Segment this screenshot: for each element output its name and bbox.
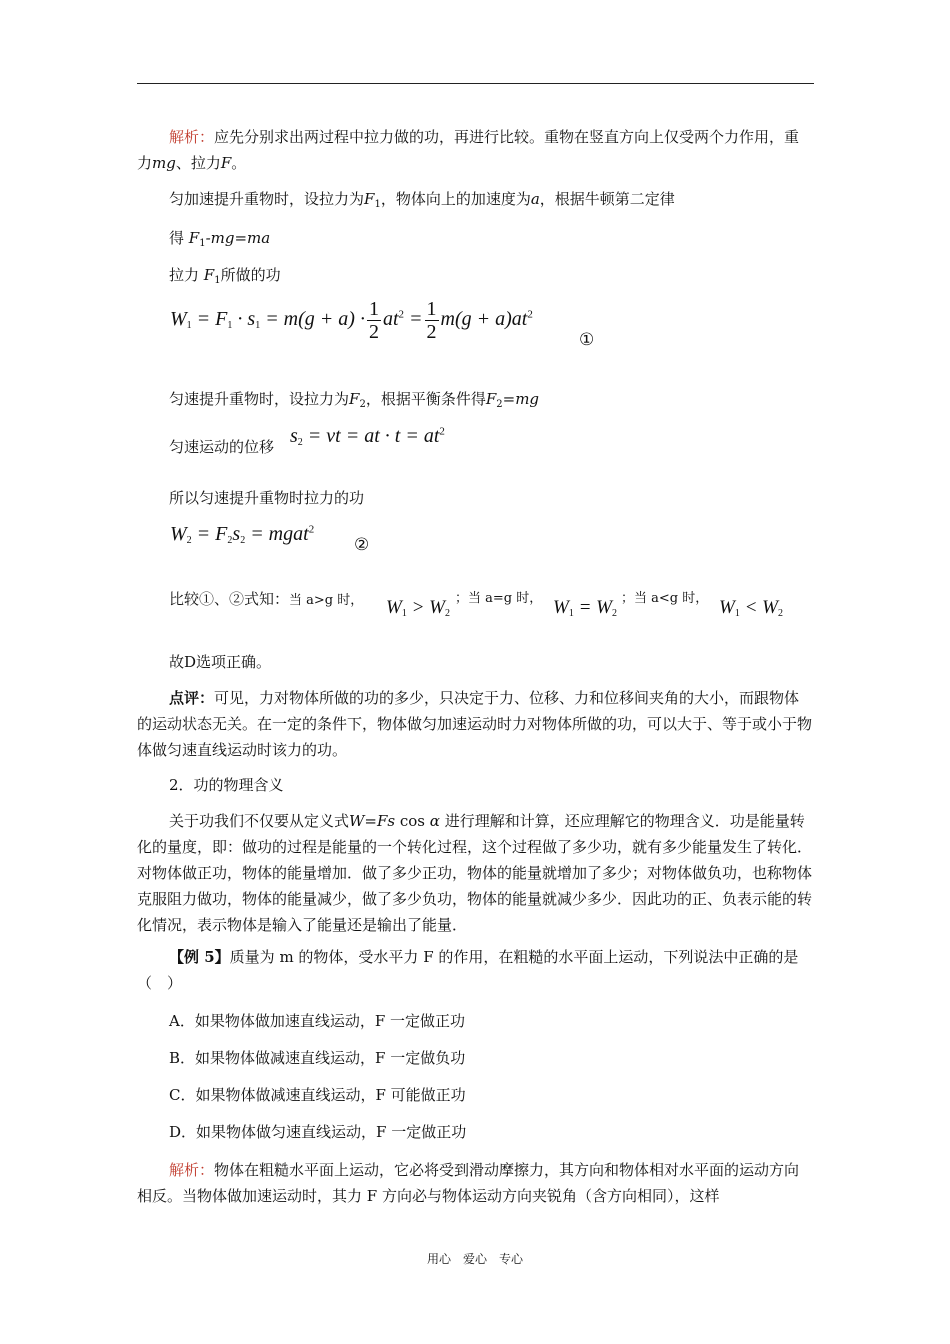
section-2-heading: 2．功的物理含义: [169, 776, 284, 794]
newton-equation-line: 得 $F_1-mg=ma$: [169, 229, 271, 249]
comparison-case3: ；当 a<g 时，: [621, 591, 709, 606]
comparison-w1-gt-w2: $W_1 > W_2$: [386, 597, 450, 619]
displacement-line: 匀速运动的位移: [169, 438, 275, 456]
comparison-case2: ；当 a=g 时，: [455, 591, 543, 606]
page-footer: 用心 爱心 专心: [426, 1252, 523, 1266]
option-a: A．如果物体做加速直线运动，F 一定做正功: [169, 1012, 466, 1030]
meaning-paragraph: 关于功我们不仅要从定义式W=Fs cos α 进行理解和计算，还应理解它的物理含义．功是能量转化的量度，即：做功的过程是能量的一个转化过程，这个过程做了多少功，就有多少能量发生了转化．对物体做正功，物体的能量增加．做了多少正功，物体的能量就增加了多少；对物体做负功，也称物体克服阻力做功，物体的能量减少，做了多少负功，物体的能量就减少多少．因此功的正、负表示能的转化情况，表示物体是输入了能量还是输出了能量．: [137, 812, 813, 934]
work1-intro-line: 拉力 $F_1$所做的功: [169, 266, 281, 286]
equation-2-marker: ②: [354, 535, 370, 555]
analysis-2-label: 解析：: [169, 1161, 215, 1179]
so-line: 所以匀速提升重物时拉力的功: [169, 489, 365, 507]
header-rule: [137, 83, 814, 84]
comparison-w1-lt-w2: $W_1 < W_2$: [719, 597, 783, 619]
comparison-w1-eq-w2: $W_1 = W_2$: [553, 597, 617, 619]
comment-label: 点评：: [169, 689, 215, 707]
accel-setup-line: 匀加速提升重物时，设拉力为$F_1$，物体向上的加速度为a，根据牛顿第二定律: [169, 190, 675, 210]
equation-1-marker: ①: [579, 330, 595, 350]
displacement-equation: $s_2$ = vt = at · $t = at^2$: [290, 425, 445, 448]
analysis-2-paragraph: 解析：物体在粗糙水平面上运动，它必将受到滑动摩擦力，其方向和物体相对水平面的运动方向相反。当物体做加速运动时，其力 F 方向必与物体运动方向夹锐角（含方向相同），这样: [137, 1161, 800, 1205]
conclusion-line: 故D选项正确。: [169, 653, 272, 671]
comment-paragraph: 点评：可见，力对物体所做的功的多少，只决定于力、位移、力和位移间夹角的大小，而跟物体的运动状态无关。在一定的条件下，物体做匀加速运动时力对物体所做的功，可以大于、等于或小于物体做匀速直线运动时该力的功。: [137, 689, 813, 759]
option-c: C．如果物体做减速直线运动，F 可能做正功: [169, 1086, 466, 1104]
example-5-label: 【例 5】: [169, 948, 230, 966]
analysis-paragraph: 解析：应先分别求出两过程中拉力做的功，再进行比较。重物在竖直方向上仅受两个力作用，重力mg、拉力F。: [137, 128, 800, 172]
equation-2: $W_2 = F_2s_2$ = mgat$^2$: [170, 523, 315, 546]
example-5-question: 【例 5】质量为 m 的物体，受水平力 F 的作用，在粗糙的水平面上运动，下列说法中正确的是（ ）: [137, 948, 799, 992]
equation-1: $W_1 = F_1 \cdot s_1 = m(g + a)$ · $\frac{1}{2}$ $at^2$ = $\frac{1}{2}$ $m(g + a)at^2$: [170, 298, 533, 343]
option-b: B．如果物体做减速直线运动，F 一定做负功: [169, 1049, 466, 1067]
option-d: D．如果物体做匀速直线运动，F 一定做正功: [169, 1123, 467, 1141]
comparison-line: 比较①、②式知：当 a>g 时，: [169, 590, 364, 608]
uniform-setup-line: 匀速提升重物时，设拉力为$F_2$，根据平衡条件得$F_2=mg$: [169, 390, 540, 410]
analysis-label: 解析：: [169, 128, 215, 146]
